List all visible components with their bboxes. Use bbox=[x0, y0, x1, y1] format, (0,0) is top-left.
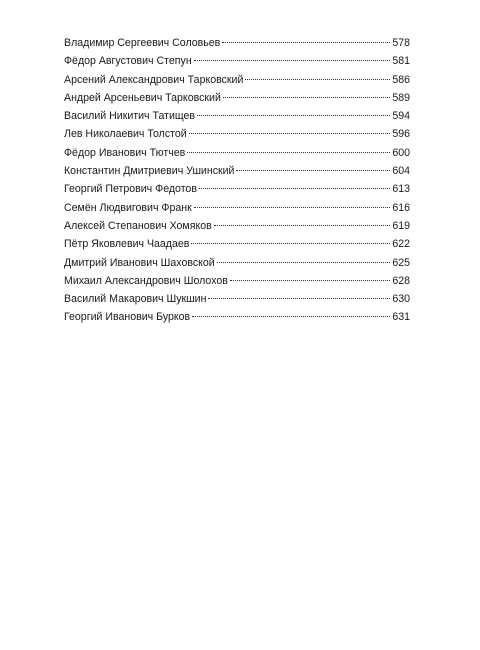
toc-entry-page: 604 bbox=[392, 165, 410, 178]
toc-entry bbox=[64, 52, 410, 70]
toc-entry-page: 625 bbox=[392, 256, 410, 269]
dot-leader bbox=[194, 60, 391, 61]
toc-entry bbox=[64, 180, 410, 198]
dot-leader bbox=[189, 133, 391, 134]
dot-leader bbox=[236, 170, 390, 171]
toc-entry-page: 616 bbox=[392, 201, 410, 214]
toc-entry bbox=[64, 162, 410, 180]
toc-entry-name: Георгий Иванович Бурков bbox=[64, 311, 191, 324]
toc-entry bbox=[64, 34, 410, 52]
toc-entry bbox=[64, 290, 410, 308]
dot-leader bbox=[194, 207, 391, 208]
toc-entry-page: 613 bbox=[392, 183, 410, 196]
toc-entry bbox=[64, 89, 410, 107]
toc-entry-page: 596 bbox=[392, 128, 410, 141]
toc-entry-page: 578 bbox=[392, 37, 410, 49]
toc-entry-name: Михаил Александрович Шолохов bbox=[64, 274, 228, 287]
dot-leader bbox=[199, 188, 390, 189]
dot-leader bbox=[208, 298, 390, 299]
toc-entry-page: 631 bbox=[392, 311, 410, 324]
toc-entry bbox=[64, 308, 410, 326]
toc-entry-page: 594 bbox=[392, 110, 410, 123]
dot-leader bbox=[223, 97, 390, 98]
toc-entry bbox=[64, 71, 410, 89]
dot-leader bbox=[191, 243, 390, 244]
toc-entry bbox=[64, 254, 410, 272]
toc-entry bbox=[64, 107, 410, 125]
toc-entry-name: Фёдор Августович Степун bbox=[64, 55, 192, 68]
dot-leader bbox=[187, 152, 390, 153]
toc-entry-page: 622 bbox=[392, 238, 410, 251]
toc-entry-page: 630 bbox=[392, 293, 410, 306]
toc-entry-page: 586 bbox=[392, 73, 410, 86]
toc-entry-name: Пётр Яковлевич Чаадаев bbox=[64, 238, 190, 251]
dot-leader bbox=[245, 79, 390, 80]
toc-entry-name: Василий Макарович Шукшин bbox=[64, 293, 207, 306]
toc-entry-page: 619 bbox=[392, 219, 410, 232]
dot-leader bbox=[192, 316, 390, 317]
toc-entry-name: Арсений Александрович Тарковский bbox=[64, 73, 244, 86]
toc-entry-name: Лев Николаевич Толстой bbox=[64, 128, 187, 141]
toc-entry-page: 628 bbox=[392, 274, 410, 287]
toc-entry bbox=[64, 235, 410, 253]
toc-entry bbox=[64, 144, 410, 162]
dot-leader bbox=[214, 225, 391, 226]
dot-leader bbox=[230, 280, 390, 281]
toc-entry-name: Константин Дмитриевич Ушинский bbox=[64, 165, 235, 178]
toc-entry bbox=[64, 125, 410, 143]
toc-entry bbox=[64, 272, 410, 290]
dot-leader bbox=[217, 262, 391, 263]
toc-entry-name: Андрей Арсеньевич Тарковский bbox=[64, 91, 221, 104]
toc-entry-page: 589 bbox=[392, 91, 410, 104]
toc-entry-name: Алексей Степанович Хомяков bbox=[64, 219, 212, 232]
toc-entry-name: Георгий Петрович Федотов bbox=[64, 183, 197, 196]
dot-leader bbox=[197, 115, 390, 116]
toc-entry bbox=[64, 199, 410, 217]
table-of-contents bbox=[64, 34, 410, 327]
toc-entry-name: Фёдор Иванович Тютчев bbox=[64, 146, 186, 159]
toc-entry-page: 600 bbox=[392, 146, 410, 159]
toc-entry-name: Семён Людвигович Франк bbox=[64, 201, 192, 214]
dot-leader bbox=[222, 42, 390, 43]
toc-entry bbox=[64, 217, 410, 235]
toc-entry-page: 581 bbox=[392, 55, 410, 68]
toc-entry-name: Дмитрий Иванович Шаховской bbox=[64, 256, 215, 269]
toc-entry-name: Владимир Сергеевич Соловьев bbox=[64, 37, 221, 49]
toc-entry-name: Василий Никитич Татищев bbox=[64, 110, 196, 123]
